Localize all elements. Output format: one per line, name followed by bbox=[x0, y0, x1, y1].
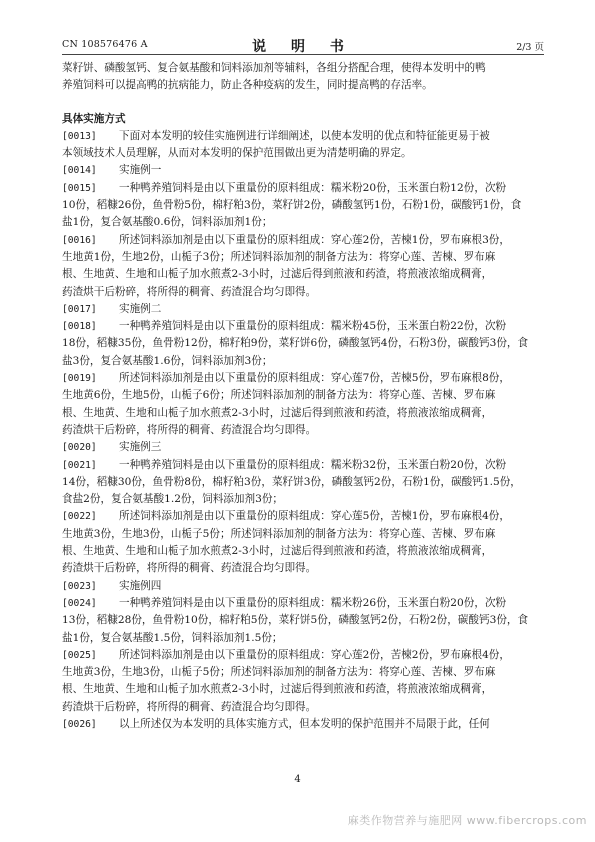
paragraph-body bbox=[108, 162, 544, 179]
paragraph-line: 一种鸭养殖饲料是由以下重量份的原料组成：糯米粉20份，玉米蛋白粉12份，次粉 bbox=[119, 181, 507, 194]
paragraph-line: 14份，稻糠30份，鱼骨粉8份，棉籽粕3份，菜籽饼3份，磷酸氢钙2份，石粉1份，碳酸钙1.5份， bbox=[62, 475, 521, 488]
page-header bbox=[62, 36, 544, 55]
paragraph-number: [0014] bbox=[62, 165, 97, 177]
paragraph-line: 生地黄1份，生地2份，山栀子3份；所述饲料添加剂的制备方法为：将穿心莲、苦楝、罗布麻 bbox=[62, 250, 496, 263]
paragraph-number: [0024] bbox=[62, 597, 97, 609]
paragraph-line: 根、生地黄、生地和山栀子加水煎煮2-3小时，过滤后得到煎液和药渣，将煎液浓缩成稠膏， bbox=[62, 545, 493, 558]
paragraph bbox=[62, 128, 544, 163]
paragraph-line: 实施例二 bbox=[119, 302, 162, 315]
paragraph bbox=[62, 162, 544, 179]
paragraph-line: 盐1份，复合氨基酸1.5份，饲料添加剂1.5份； bbox=[62, 631, 283, 644]
paragraph-number: [0016] bbox=[62, 234, 97, 246]
paragraph-line: 实施例四 bbox=[119, 579, 162, 592]
paragraph bbox=[62, 232, 544, 301]
page-of: 2/3 页 bbox=[516, 42, 544, 53]
paragraph-line: 一种鸭养殖饲料是由以下重量份的原料组成：糯米粉45份，玉米蛋白粉22份，次粉 bbox=[119, 320, 507, 333]
paragraph-number: [0020] bbox=[62, 442, 97, 454]
paragraph-line: 所述饲料添加剂是由以下重量份的原料组成：穿心莲7份，苦楝5份，罗布麻根8份， bbox=[119, 372, 510, 385]
paragraph-list bbox=[62, 128, 544, 733]
doc-number: CN 108576476 A bbox=[62, 39, 148, 50]
paragraph-line: 药渣烘干后粉碎，将所得的稠膏、药渣混合均匀即得。 bbox=[62, 423, 317, 436]
paragraph bbox=[62, 578, 544, 595]
paragraph-number: [0021] bbox=[62, 459, 97, 471]
paragraph-number: [0019] bbox=[62, 373, 97, 385]
paragraph-line: 一种鸭养殖饲料是由以下重量份的原料组成：糯米粉32份，玉米蛋白粉20份，次粉 bbox=[119, 458, 507, 471]
paragraph bbox=[62, 647, 544, 716]
paragraph-number: [0025] bbox=[62, 649, 97, 661]
paragraph-line: 生地黄3份，生地3份，山栀子5份；所述饲料添加剂的制备方法为：将穿心莲、苦楝、罗布麻 bbox=[62, 527, 496, 540]
paragraph-line: 食盐2份，复合氨基酸1.2份，饲料添加剂3份； bbox=[62, 493, 284, 506]
paragraph-line: 生地黄3份，生地3份，山栀子5份；所述饲料添加剂的制备方法为：将穿心莲、苦楝、罗布麻 bbox=[62, 666, 496, 679]
paragraph bbox=[62, 508, 544, 577]
paragraph bbox=[62, 595, 544, 647]
paragraph-number: [0018] bbox=[62, 321, 97, 333]
paragraph bbox=[62, 439, 544, 456]
intro-line: 养殖饲料可以提高鸭的抗病能力，防止各种疫病的发生，同时提高鸭的存活率。 bbox=[62, 79, 433, 92]
paragraph-line: 根、生地黄、生地和山栀子加水煎煮2-3小时，过滤后得到煎液和药渣，将煎液浓缩成稠膏， bbox=[62, 268, 493, 281]
paragraph bbox=[62, 318, 544, 370]
paragraph-line: 盐3份，复合氨基酸1.6份，饲料添加剂3份； bbox=[62, 354, 273, 367]
paragraph-line: 18份，稻糠35份，鱼骨粉12份，棉籽粕9份，菜籽饼6份，磷酸氢钙4份，石粉3份，碳酸钙3份，食 bbox=[62, 337, 529, 350]
paragraph-line: 10份，稻糠26份，鱼骨粉5份，棉籽粕3份，菜籽饼2份，磷酸氢钙1份，石粉1份，碳酸钙1份，食 bbox=[62, 199, 522, 212]
paragraph-number: [0015] bbox=[62, 182, 97, 194]
page-number: 4 bbox=[294, 774, 301, 785]
paragraph-number: [0023] bbox=[62, 580, 97, 592]
paragraph-line: 生地黄6份，生地5份，山栀子6份；所述饲料添加剂的制备方法为：将穿心莲、苦楝、罗布麻 bbox=[62, 389, 496, 402]
paragraph-line: 所述饲料添加剂是由以下重量份的原料组成：穿心莲5份，苦楝1份，罗布麻根4份， bbox=[119, 510, 510, 523]
paragraph-body bbox=[108, 716, 544, 733]
paragraph-number: [0017] bbox=[62, 303, 97, 315]
doc-title: 说 明 书 bbox=[252, 39, 354, 55]
paragraph-line: 药渣烘干后粉碎，将所得的稠膏、药渣混合均匀即得。 bbox=[62, 700, 317, 713]
paragraph-line: 所述饲料添加剂是由以下重量份的原料组成：穿心莲2份，苦楝1份，罗布麻根3份， bbox=[119, 233, 510, 246]
paragraph bbox=[62, 457, 544, 509]
paragraph bbox=[62, 716, 544, 733]
paragraph-line: 所述饲料添加剂是由以下重量份的原料组成：穿心莲2份，苦楝2份，罗布麻根4份， bbox=[119, 648, 510, 661]
paragraph bbox=[62, 301, 544, 318]
paragraph bbox=[62, 370, 544, 439]
paragraph-line: 13份，稻糠28份，鱼骨粉10份，棉籽粕5份，菜籽饼5份，磷酸氢钙2份，石粉2份，碳酸钙3份，食 bbox=[62, 614, 529, 627]
paragraph-number: [0026] bbox=[62, 718, 97, 730]
paragraph-line: 根、生地黄、生地和山栀子加水煎煮2-3小时，过滤后得到煎液和药渣，将煎液浓缩成稠膏， bbox=[62, 406, 493, 419]
section-title: 具体实施方式 bbox=[62, 112, 126, 125]
paragraph-line: 盐1份，复合氨基酸0.6份，饲料添加剂1份； bbox=[62, 216, 273, 229]
paragraph-line: 根、生地黄、生地和山栀子加水煎煮2-3小时，过滤后得到煎液和药渣，将煎液浓缩成稠膏， bbox=[62, 683, 493, 696]
paragraph bbox=[62, 180, 544, 232]
paragraph-line: 药渣烘干后粉碎，将所得的稠膏、药渣混合均匀即得。 bbox=[62, 562, 317, 575]
paragraph-line: 实施例三 bbox=[119, 441, 162, 454]
intro-line: 菜籽饼、磷酸氢钙、复合氨基酸和饲料添加剂等辅料，各组分搭配合理，使得本发明中的鸭 bbox=[62, 62, 486, 74]
paragraph-line: 本领域技术人员理解，从而对本发明的保护范围做出更为清楚明确的界定。 bbox=[62, 147, 412, 160]
paragraph-body bbox=[108, 301, 544, 318]
paragraph-line: 药渣烘干后粉碎，将所得的稠膏、药渣混合均匀即得。 bbox=[62, 285, 317, 298]
paragraph-body bbox=[108, 439, 544, 456]
watermark: 麻类作物营养与施肥网 www.fibercrops.com bbox=[347, 814, 587, 827]
paragraph-line: 实施例一 bbox=[119, 164, 162, 177]
paragraph-line: 以上所述仅为本发明的具体实施方式，但本发明的保护范围并不局限于此，任何 bbox=[119, 717, 490, 730]
intro-text bbox=[62, 60, 544, 95]
paragraph-line: 下面对本发明的较佳实施例进行详细阐述，以使本发明的优点和特征能更易于被 bbox=[119, 129, 490, 142]
document-body bbox=[62, 60, 544, 733]
paragraph-number: [0022] bbox=[62, 511, 97, 523]
paragraph-line: 一种鸭养殖饲料是由以下重量份的原料组成：糯米粉26份，玉米蛋白粉20份，次粉 bbox=[119, 596, 507, 609]
paragraph-body bbox=[108, 578, 544, 595]
paragraph-number: [0013] bbox=[62, 130, 97, 142]
